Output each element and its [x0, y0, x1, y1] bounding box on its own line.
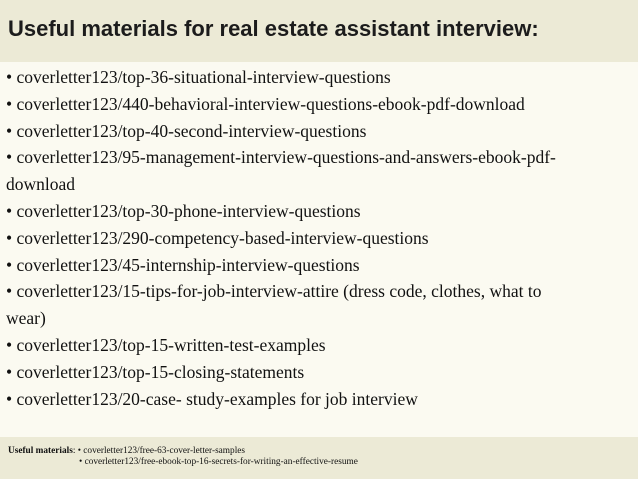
materials-list — [0, 64, 630, 412]
list-item-text: • coverletter123/15-tips-for-job-interview-attire (dress code, clothes, what to — [6, 281, 542, 302]
list-item-text: • coverletter123/290-competency-based-interview-questions — [6, 227, 429, 248]
list-item-text: • coverletter123/top-15-closing-statements — [6, 361, 305, 382]
list-item — [0, 118, 630, 145]
list-item-text: • coverletter123/top-30-phone-interview-questions — [6, 200, 361, 221]
list-item-continuation: wear) — [6, 308, 46, 329]
list-item-continuation: download — [6, 174, 76, 195]
footer-row — [8, 446, 358, 457]
footer-label: Useful materials — [8, 446, 73, 456]
footer-link: • coverletter123/free-ebook-top-16-secrets-for-writing-an-effective-resume — [79, 456, 358, 467]
list-item — [0, 225, 630, 252]
list-item — [0, 386, 630, 413]
list-item — [0, 64, 630, 91]
footer-link: : • coverletter123/free-63-cover-letter-samples — [72, 446, 246, 456]
list-item-text: • coverletter123/45-internship-interview-questions — [6, 254, 360, 275]
list-item — [0, 278, 630, 332]
list-item — [0, 144, 630, 198]
list-item-text: • coverletter123/top-15-written-test-examples — [6, 334, 326, 355]
list-item — [0, 252, 630, 279]
list-item-text: • coverletter123/top-36-situational-interview-questions — [6, 67, 391, 87]
list-item — [0, 359, 630, 386]
list-item — [0, 198, 630, 225]
list-item — [0, 91, 630, 118]
list-item-text: • coverletter123/20-case- study-examples for job interview — [6, 388, 418, 409]
list-item — [0, 332, 630, 359]
list-item-text: • coverletter123/top-40-second-interview-questions — [6, 120, 367, 141]
footer — [8, 446, 358, 467]
list-item-text: • coverletter123/440-behavioral-interview-questions-ebook-pdf-download — [6, 93, 525, 114]
footer-row — [8, 457, 358, 468]
list-item-text: • coverletter123/95-management-interview-questions-and-answers-ebook-pdf- — [6, 147, 556, 168]
slide-title: Useful materials for real estate assistant interview: — [8, 16, 539, 41]
